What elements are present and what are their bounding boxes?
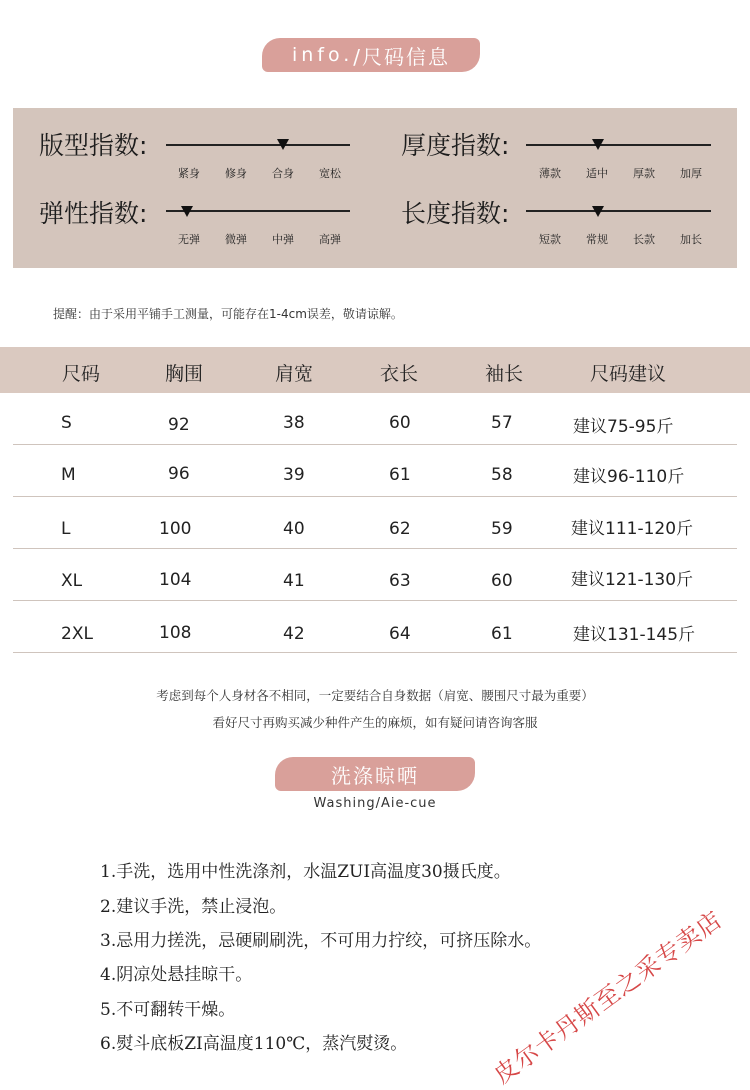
length-index-label: 长款 <box>633 233 655 246</box>
size-table-header <box>0 347 750 393</box>
cell-shoulder: 38 <box>283 413 305 433</box>
elasticity-index-title: 弹性指数: <box>39 199 148 228</box>
fit-index-title: 版型指数: <box>39 131 148 160</box>
header-shoulder: 肩宽 <box>275 363 314 385</box>
washing-title: 洗涤晾晒 <box>331 763 419 788</box>
washing-instruction: 5.不可翻转干燥。 <box>100 1000 236 1020</box>
thickness-index-label: 厚款 <box>633 167 655 180</box>
elasticity-index-label: 中弹 <box>272 233 294 246</box>
cell-recommendation: 建议96-110斤 <box>573 467 685 487</box>
table-row <box>13 606 737 653</box>
fit-index-label: 紧身 <box>178 167 200 180</box>
washing-instruction: 6.熨斗底板ZI高温度110℃，蒸汽熨烫。 <box>100 1034 408 1054</box>
cell-size: L <box>61 519 71 539</box>
thickness-index-label: 薄款 <box>539 167 561 180</box>
elasticity-index-label: 微弹 <box>225 233 247 246</box>
elasticity-index-label: 高弹 <box>319 233 341 246</box>
size-tip-line-1: 考虑到每个人身材各不相同，一定要结合自身数据（肩宽、腰围尺寸最为重要） <box>156 688 594 703</box>
length-index-label: 常规 <box>586 233 608 246</box>
cell-sleeve: 59 <box>491 519 513 539</box>
cell-recommendation: 建议131-145斤 <box>573 625 696 645</box>
size-tip-line-2: 看好尺寸再购买减少种件产生的麻烦，如有疑问请咨询客服 <box>212 715 538 730</box>
fit-index-label: 修身 <box>225 167 247 180</box>
cell-recommendation: 建议75-95斤 <box>573 417 674 437</box>
elasticity-index-label: 无弹 <box>178 233 200 246</box>
cell-shoulder: 39 <box>283 465 305 485</box>
cell-recommendation: 建议121-130斤 <box>571 570 694 590</box>
table-row <box>13 450 737 497</box>
fit-index-scale <box>166 144 350 146</box>
cell-size: 2XL <box>61 624 93 644</box>
washing-instruction: 3.忌用力搓洗，忌硬刷刷洗，不可用力拧绞，可挤压除水。 <box>100 931 542 951</box>
cell-sleeve: 58 <box>491 465 513 485</box>
cell-shoulder: 40 <box>283 519 305 539</box>
table-row <box>13 398 737 445</box>
cell-sleeve: 61 <box>491 624 513 644</box>
cell-chest: 92 <box>168 415 190 435</box>
table-row <box>13 502 737 549</box>
length-index-marker <box>592 206 604 217</box>
cell-size: M <box>61 465 76 485</box>
fit-index-label: 合身 <box>272 167 294 180</box>
washing-instruction: 2.建议手洗，禁止浸泡。 <box>100 897 287 917</box>
cell-recommendation: 建议111-120斤 <box>571 519 694 539</box>
cell-sleeve: 60 <box>491 571 513 591</box>
header-length: 衣长 <box>380 363 419 385</box>
washing-instruction: 1.手洗，选用中性洗涤剂，水温ZUI高温度30摄氏度。 <box>100 862 511 882</box>
header-info-text: info. <box>291 44 354 66</box>
cell-chest: 108 <box>159 623 192 643</box>
cell-length: 60 <box>389 413 411 433</box>
fit-index-panel <box>13 108 737 268</box>
elasticity-index-marker <box>181 206 193 217</box>
store-watermark: 皮尔卡丹斯至之采专卖店 <box>488 905 728 1090</box>
thickness-index-label: 加厚 <box>680 167 702 180</box>
cell-shoulder: 41 <box>283 571 305 591</box>
cell-size: XL <box>61 571 83 591</box>
cell-chest: 96 <box>168 464 190 484</box>
cell-chest: 104 <box>159 570 192 590</box>
elasticity-index-scale <box>166 210 350 212</box>
header-size: 尺码 <box>62 363 101 385</box>
cell-length: 63 <box>389 571 411 591</box>
table-row <box>13 554 737 601</box>
length-index-label: 短款 <box>539 233 561 246</box>
header-recommendation: 尺码建议 <box>590 363 667 385</box>
header-sleeve: 袖长 <box>485 363 524 385</box>
washing-instruction: 4.阴凉处悬挂晾干。 <box>100 965 253 985</box>
cell-shoulder: 42 <box>283 624 305 644</box>
thickness-index-scale <box>526 144 711 146</box>
fit-index-label: 宽松 <box>319 167 341 180</box>
measurement-note: 提醒：由于采用平铺手工测量，可能存在1-4cm误差，敬请谅解。 <box>53 307 403 321</box>
cell-sleeve: 57 <box>491 413 513 433</box>
cell-length: 61 <box>389 465 411 485</box>
section-header-size-info <box>262 38 480 72</box>
length-index-scale <box>526 210 711 212</box>
section-header-washing <box>275 757 475 791</box>
thickness-index-label: 适中 <box>586 167 608 180</box>
header-title-text: /尺码信息 <box>353 44 451 69</box>
cell-length: 64 <box>389 624 411 644</box>
thickness-index-title: 厚度指数: <box>401 131 510 160</box>
cell-chest: 100 <box>159 519 192 539</box>
header-chest: 胸围 <box>165 363 204 385</box>
length-index-label: 加长 <box>680 233 702 246</box>
cell-length: 62 <box>389 519 411 539</box>
washing-subtitle: Washing/Aie-cue <box>313 796 437 811</box>
thickness-index-marker <box>592 139 604 150</box>
length-index-title: 长度指数: <box>401 199 510 228</box>
fit-index-marker <box>277 139 289 150</box>
cell-size: S <box>61 413 72 433</box>
